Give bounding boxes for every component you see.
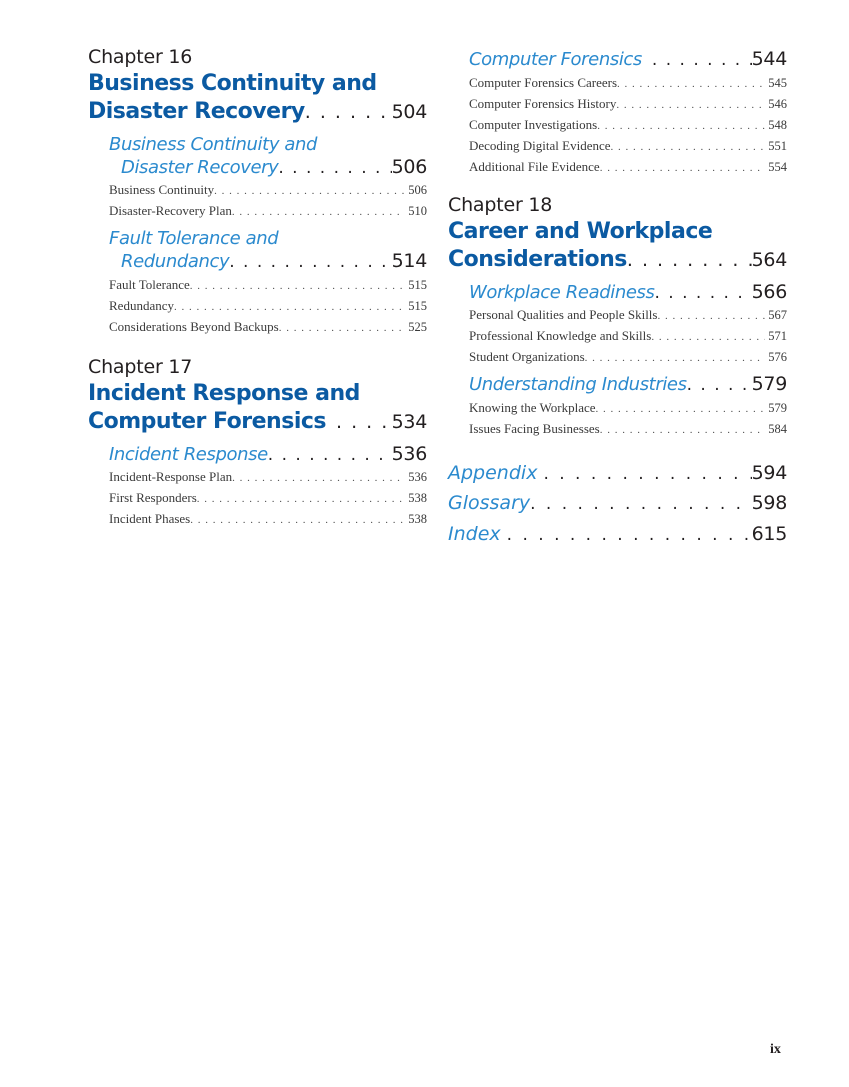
dot-leader [326, 411, 392, 433]
section-understanding-industries-page: 579 [751, 373, 787, 395]
section-computer-forensics-title: Computer Forensics [469, 49, 642, 70]
section-workplace-readiness-entry[interactable] [448, 281, 787, 303]
topic-entry[interactable] [448, 114, 787, 135]
topic-entry[interactable] [448, 156, 787, 177]
topic-entry[interactable] [448, 397, 787, 418]
index-title: Index [448, 523, 501, 545]
topic-title: Computer Forensics Careers [469, 75, 618, 90]
chapter-17-title-line1: Incident Response and [88, 381, 360, 406]
section-incident-response-title: Incident Response [109, 444, 268, 465]
chapter-16-title-line1: Business Continuity and [88, 71, 377, 96]
topic-title: Business Continuity [109, 182, 215, 197]
topic-page: 554 [768, 160, 787, 174]
dot-leader [537, 464, 751, 484]
topic-entry[interactable] [448, 72, 787, 93]
section-ft-r-title-line1: Fault Tolerance and [109, 228, 279, 249]
topic-entry[interactable] [88, 508, 427, 529]
topic-page: 536 [408, 470, 427, 484]
section-ft-r-title-line2: Redundancy [121, 251, 230, 272]
back-matter-appendix[interactable] [448, 462, 787, 484]
dot-leader [214, 181, 405, 202]
section-bc-dr-entry[interactable] [88, 156, 427, 178]
topic-entry[interactable] [448, 325, 787, 346]
dot-leader [530, 494, 752, 514]
topic-entry[interactable] [88, 295, 427, 316]
topic-title: Professional Knowledge and Skills [469, 328, 652, 343]
back-matter-glossary[interactable] [448, 492, 787, 514]
dot-leader [501, 525, 752, 545]
dot-leader [278, 158, 391, 178]
topic-page: 567 [768, 308, 787, 322]
dot-leader [611, 137, 766, 158]
topic-entry[interactable] [88, 466, 427, 487]
dot-leader [232, 202, 405, 223]
section-computer-forensics-page: 544 [751, 48, 787, 70]
dot-leader [596, 399, 766, 420]
chapter-16-page: 504 [391, 101, 427, 123]
topic-entry[interactable] [448, 346, 787, 367]
section-understanding-industries-entry[interactable] [448, 373, 787, 395]
dot-leader [617, 74, 765, 95]
dot-leader [600, 420, 766, 441]
topic-title: First Responders [109, 490, 197, 505]
chapter-18-title-line2: Considerations [448, 247, 627, 272]
topic-page: 551 [768, 139, 787, 153]
chapter-18-entry[interactable] [448, 247, 787, 272]
topic-page: 515 [408, 278, 427, 292]
topic-title: Knowing the Workplace [469, 400, 596, 415]
dot-leader [600, 158, 766, 179]
section-understanding-industries-title: Understanding Industries [469, 374, 687, 395]
dot-leader [174, 297, 405, 318]
topic-page: 584 [768, 422, 787, 436]
topic-page: 538 [408, 491, 427, 505]
topic-entry[interactable] [448, 93, 787, 114]
topic-entry[interactable] [88, 487, 427, 508]
chapter-17-entry[interactable] [88, 409, 427, 434]
section-incident-response-entry[interactable] [88, 443, 427, 465]
topic-title: Personal Qualities and People Skills [469, 307, 658, 322]
topic-page: 571 [768, 329, 787, 343]
chapter-17-label: Chapter 17 [88, 356, 193, 378]
dot-leader [190, 276, 405, 297]
topic-title: Decoding Digital Evidence [469, 138, 611, 153]
section-bc-dr-page: 506 [391, 156, 427, 178]
dot-leader [687, 375, 752, 395]
page-folio: ix [770, 1042, 781, 1057]
section-workplace-readiness-page: 566 [751, 281, 787, 303]
dot-leader [279, 318, 406, 339]
topic-entry[interactable] [88, 274, 427, 295]
topic-page: 546 [768, 97, 787, 111]
topic-page: 506 [408, 183, 427, 197]
appendix-title: Appendix [448, 462, 538, 484]
topic-entry[interactable] [448, 304, 787, 325]
section-ft-r-page: 514 [391, 250, 427, 272]
chapter-17-title-line2: Computer Forensics [88, 409, 326, 434]
back-matter-index[interactable] [448, 523, 787, 545]
topic-entry[interactable] [448, 135, 787, 156]
topic-title: Additional File Evidence [469, 159, 600, 174]
index-page: 615 [751, 523, 787, 545]
dot-leader [654, 283, 751, 303]
topic-entry[interactable] [448, 418, 787, 439]
dot-leader [232, 468, 405, 489]
topic-page: 545 [768, 76, 787, 90]
topic-page: 576 [768, 350, 787, 364]
topic-page: 525 [408, 320, 427, 334]
section-incident-response-page: 536 [391, 443, 427, 465]
topic-title: Incident Phases [109, 511, 191, 526]
chapter-18-title-line1: Career and Workplace [448, 219, 713, 244]
chapter-16-title-line2: Disaster Recovery [88, 99, 305, 124]
topic-title: Computer Investigations [469, 117, 598, 132]
glossary-title: Glossary [448, 492, 531, 514]
dot-leader [597, 116, 765, 137]
dot-leader [190, 510, 405, 531]
topic-title: Computer Forensics History [469, 96, 617, 111]
dot-leader [585, 348, 766, 369]
topic-title: Student Organizations [469, 349, 585, 364]
chapter-16-entry[interactable] [88, 99, 427, 124]
topic-title: Disaster-Recovery Plan [109, 203, 232, 218]
topic-title: Considerations Beyond Backups [109, 319, 279, 334]
section-ft-r-entry[interactable] [88, 250, 427, 272]
section-workplace-readiness-title: Workplace Readiness [469, 282, 655, 303]
topic-title: Redundancy [109, 298, 174, 313]
chapter-17-page: 534 [391, 411, 427, 433]
topic-title: Issues Facing Businesses [469, 421, 600, 436]
topic-page: 548 [768, 118, 787, 132]
topic-page: 515 [408, 299, 427, 313]
appendix-page: 594 [751, 462, 787, 484]
dot-leader [657, 306, 765, 327]
topic-title: Fault Tolerance [109, 277, 190, 292]
dot-leader [197, 489, 406, 510]
chapter-18-page: 564 [751, 249, 787, 271]
section-bc-dr-title-line1: Business Continuity and [109, 134, 318, 155]
topic-page: 579 [768, 401, 787, 415]
chapter-16-label: Chapter 16 [88, 46, 193, 68]
topic-entry[interactable] [88, 200, 427, 221]
dot-leader [305, 101, 392, 123]
dot-leader [642, 50, 752, 70]
glossary-page: 598 [751, 492, 787, 514]
chapter-18-label: Chapter 18 [448, 194, 553, 216]
topic-page: 510 [408, 204, 427, 218]
topic-entry[interactable] [88, 179, 427, 200]
section-computer-forensics-entry[interactable] [448, 48, 787, 70]
dot-leader [268, 445, 392, 465]
dot-leader [627, 249, 752, 271]
dot-leader [651, 327, 765, 348]
topic-entry[interactable] [88, 316, 427, 337]
dot-leader [229, 252, 391, 272]
topic-title: Incident-Response Plan [109, 469, 233, 484]
topic-page: 538 [408, 512, 427, 526]
section-bc-dr-title-line2: Disaster Recovery [121, 157, 279, 178]
dot-leader [616, 95, 765, 116]
